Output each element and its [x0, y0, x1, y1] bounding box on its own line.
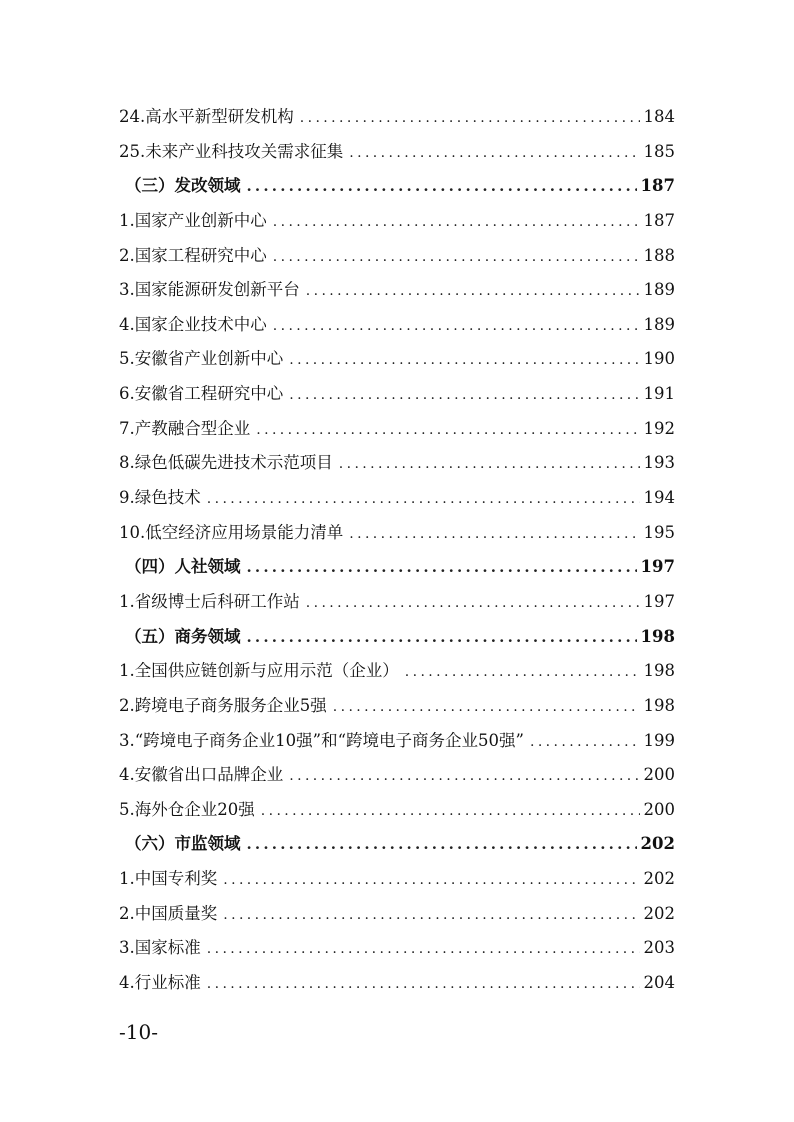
toc-dot-leader — [333, 690, 640, 725]
toc-entry — [119, 377, 675, 412]
toc-entry-title: 4.安徽省出口品牌企业 — [119, 765, 284, 785]
toc-entry — [119, 481, 675, 516]
toc-page-number: 189 — [643, 314, 675, 334]
toc-page-number: 202 — [640, 834, 675, 854]
toc-dot-leader — [207, 932, 640, 967]
toc-entry-title: 2.跨境电子商务服务企业5强 — [119, 695, 327, 715]
toc-entry-title: 2.中国质量奖 — [119, 903, 218, 923]
toc-entry — [119, 793, 675, 828]
toc-page-number: 198 — [640, 626, 675, 646]
toc-page-number: 203 — [643, 938, 675, 958]
toc-entry-title: 1.国家产业创新中心 — [119, 210, 267, 230]
toc-dot-leader — [261, 794, 640, 829]
toc-section-heading — [119, 550, 675, 585]
toc-page-number: 200 — [643, 765, 675, 785]
table-of-contents — [119, 100, 675, 1001]
toc-dot-leader — [349, 136, 639, 171]
toc-dot-leader — [273, 205, 640, 240]
toc-entry — [119, 758, 675, 793]
toc-section-heading — [119, 169, 675, 204]
toc-page-number: 184 — [643, 107, 675, 126]
toc-entry-title: 3.国家能源研发创新平台 — [119, 280, 300, 300]
toc-entry — [119, 446, 675, 481]
toc-page-number: 192 — [643, 418, 675, 438]
toc-entry — [119, 135, 675, 170]
toc-page-number: 202 — [643, 903, 675, 923]
toc-page-number: 202 — [643, 869, 675, 889]
toc-entry-title: 4.国家企业技术中心 — [119, 314, 267, 334]
toc-page-number: 200 — [643, 799, 675, 819]
toc-entry-title: 8.绿色低碳先进技术示范项目 — [119, 453, 333, 473]
toc-dot-leader — [247, 827, 637, 862]
toc-entry — [119, 931, 675, 966]
toc-page-number: 189 — [643, 280, 675, 300]
toc-entry — [119, 412, 675, 447]
toc-page-number: 191 — [643, 384, 675, 404]
toc-entry-title: 5.海外仓企业20强 — [119, 799, 255, 819]
toc-section-heading — [119, 827, 675, 862]
toc-page-number: 199 — [643, 730, 675, 750]
toc-dot-leader — [223, 898, 639, 933]
toc-entry — [119, 585, 675, 620]
toc-page-number: 185 — [643, 141, 675, 161]
toc-entry — [119, 516, 675, 551]
toc-page-number: 197 — [640, 557, 675, 577]
toc-dot-leader — [530, 725, 640, 760]
toc-dot-leader — [273, 309, 640, 344]
toc-page-number: 187 — [643, 210, 675, 230]
toc-entry — [119, 654, 675, 689]
toc-entry — [119, 897, 675, 932]
toc-entry-title: （三）发改领域 — [125, 176, 241, 196]
toc-entry-title: 2.国家工程研究中心 — [119, 245, 267, 265]
toc-entry-title: 5.安徽省产业创新中心 — [119, 349, 284, 369]
toc-dot-leader — [339, 447, 640, 482]
toc-entry — [119, 342, 675, 377]
toc-dot-leader — [207, 967, 640, 1002]
toc-dot-leader — [300, 101, 640, 136]
toc-entry-title: 3.“跨境电子商务企业10强”和“跨境电子商务企业50强” — [119, 730, 524, 750]
toc-entry-title: 6.安徽省工程研究中心 — [119, 384, 284, 404]
toc-dot-leader — [349, 517, 639, 552]
toc-entry-title: 1.全国供应链创新与应用示范（企业） — [119, 661, 399, 681]
toc-entry-title: 7.产教融合型企业 — [119, 418, 251, 438]
toc-entry-title: 24.高水平新型研发机构 — [119, 107, 294, 126]
toc-entry — [119, 100, 675, 135]
toc-section-heading — [119, 620, 675, 655]
toc-entry — [119, 273, 675, 308]
toc-page-number: 195 — [643, 522, 675, 542]
toc-entry-title: 1.中国专利奖 — [119, 869, 218, 889]
toc-page-number: 204 — [643, 973, 675, 993]
toc-page-number: 190 — [643, 349, 675, 369]
toc-dot-leader — [306, 274, 640, 309]
toc-entry-title: 25.未来产业科技攻关需求征集 — [119, 141, 344, 161]
toc-page-number: 197 — [643, 591, 675, 611]
toc-page-number: 198 — [643, 661, 675, 681]
toc-entry-title: 3.国家标准 — [119, 938, 201, 958]
toc-dot-leader — [223, 863, 639, 898]
toc-dot-leader — [256, 413, 639, 448]
toc-dot-leader — [247, 169, 637, 204]
toc-entry — [119, 689, 675, 724]
toc-page-number: 198 — [643, 695, 675, 715]
toc-entry — [119, 862, 675, 897]
toc-dot-leader — [405, 655, 640, 690]
toc-entry-title: 10.低空经济应用场景能力清单 — [119, 522, 344, 542]
toc-page-number: 188 — [643, 245, 675, 265]
toc-dot-leader — [289, 378, 639, 413]
toc-page-number: 193 — [643, 453, 675, 473]
toc-entry — [119, 724, 675, 759]
toc-entry — [119, 239, 675, 274]
toc-dot-leader — [273, 240, 640, 275]
toc-entry-title: 9.绿色技术 — [119, 488, 201, 508]
toc-page-number: 187 — [640, 176, 675, 196]
toc-entry-title: 4.行业标准 — [119, 973, 201, 993]
toc-entry — [119, 966, 675, 1001]
toc-entry-title: 1.省级博士后科研工作站 — [119, 591, 300, 611]
toc-entry-title: （六）市监领域 — [125, 834, 241, 854]
toc-dot-leader — [247, 550, 637, 585]
toc-dot-leader — [247, 620, 637, 655]
toc-entry — [119, 308, 675, 343]
toc-entry — [119, 204, 675, 239]
toc-dot-leader — [306, 586, 640, 621]
page-number: -10- — [119, 1020, 158, 1044]
toc-dot-leader — [289, 759, 639, 794]
toc-dot-leader — [207, 482, 640, 517]
toc-page-number: 194 — [643, 488, 675, 508]
toc-entry-title: （四）人社领域 — [125, 557, 241, 577]
toc-dot-leader — [289, 343, 639, 378]
toc-entry-title: （五）商务领域 — [125, 626, 241, 646]
